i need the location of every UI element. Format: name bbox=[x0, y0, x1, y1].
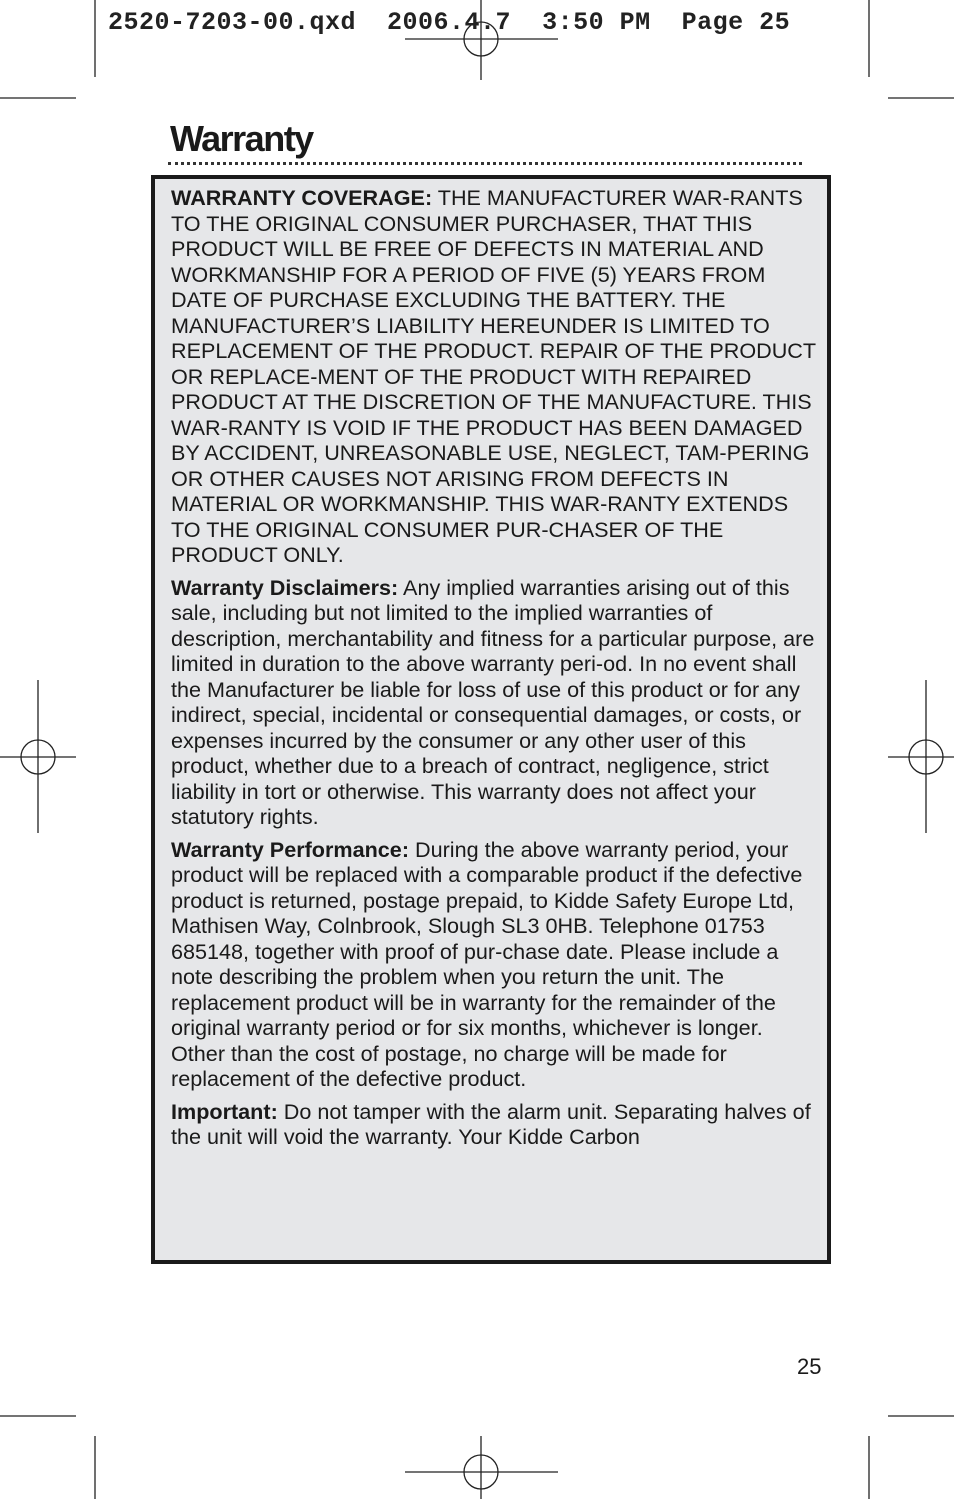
title-dotted-rule bbox=[168, 162, 802, 165]
page-number: 25 bbox=[797, 1354, 822, 1379]
section-text: During the above warranty period, your product will be replaced with a comparable product if the defective product is returned, postage prepaid, to Kidde Safety Europe Ltd, Mathisen Way, Colnbrook, Slough SL3 0HB. Telephone 01753 685148, together with proof of pur-chase date. Please include a note describing the problem when you return the unit. The replacement product will be in warranty for the remainder of the original warranty period or for six months, whichever is longer. Other than the cost of postage, no charge will be made for replacement of the defective product. bbox=[171, 836, 803, 1091]
section-text: THE MANUFACTURER WAR-RANTS TO THE ORIGINAL CONSUMER PURCHASER, THAT THIS PRODUCT WILL BE FREE OF DEFECTS IN MATERIAL AND WORKMANSHIP FOR A PERIOD OF FIVE (5) YEARS FROM DATE OF PURCHASE EXCLUDING THE BATTERY. THE MANUFACTURER’S LIABILITY HEREUNDER IS LIMITED TO REPLACEMENT OF THE PRODUCT. REPAIR OF THE PRODUCT OR REPLACE-MENT OF THE PRODUCT WITH REPAIRED PRODUCT AT THE DISCRETION OF THE MANUFACTURE. THIS WAR-RANTY IS VOID IF THE PRODUCT HAS BEEN DAMAGED BY ACCIDENT, UNREASONABLE USE, NEGLECT, TAM-PERING OR OTHER CAUSES NOT ARISING FROM DEFECTS IN MATERIAL OR WORKMANSHIP. THIS WAR-RANTY EXTENDS TO THE ORIGINAL CONSUMER PUR-CHASER OF THE PRODUCT ONLY. bbox=[171, 185, 816, 567]
section-text: Any implied warranties arising out of this sale, including but not limited to the implied warranties of description, merchantability and fitness for a particular purpose, are limited in duration to the above warranty peri-od. In no event shall the Manufacturer be liable for loss of use of this product or for any indirect, special, incidental or consequential damages, or costs, or expenses incurred by the consumer or any other user of this product, whether due to a breach of contract, negligence, strict liability in tort or otherwise. This warranty does not affect your statutory rights. bbox=[171, 574, 815, 829]
print-slug: 2520-7203-00.qxd 2006.4.7 3:50 PM Page 25 bbox=[108, 8, 791, 37]
warranty-performance-paragraph bbox=[171, 837, 819, 1092]
section-heading: Warranty Disclaimers: bbox=[171, 574, 399, 600]
warranty-disclaimers-paragraph bbox=[171, 575, 819, 830]
section-heading: Warranty Performance: bbox=[171, 836, 410, 862]
warranty-box bbox=[151, 175, 831, 1264]
warranty-text bbox=[171, 185, 819, 1157]
important-paragraph bbox=[171, 1099, 819, 1150]
section-text: Do not tamper with the alarm unit. Separating halves of the unit will void the warranty. Your Kidde Carbon bbox=[171, 1098, 811, 1149]
page-title: Warranty bbox=[170, 118, 313, 159]
warranty-coverage-paragraph bbox=[171, 185, 819, 568]
section-heading: Important: bbox=[171, 1098, 278, 1124]
section-heading: WARRANTY COVERAGE: bbox=[171, 185, 433, 210]
